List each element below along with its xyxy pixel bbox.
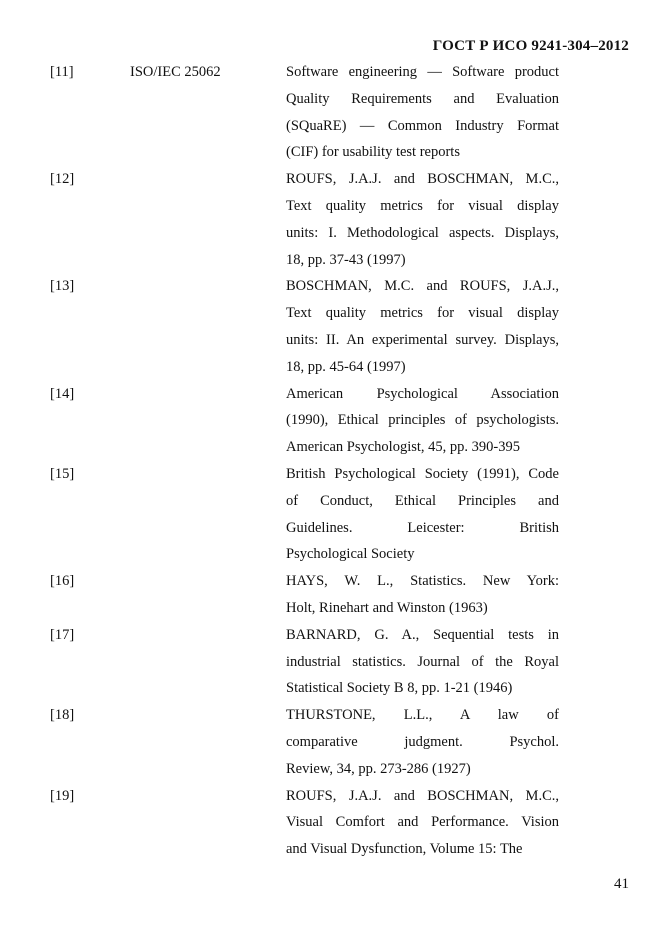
reference-line: (CIF) for usability test reports xyxy=(286,144,460,161)
reference-number: [13] xyxy=(50,278,75,295)
reference-line: THURSTONE, L.L., A law of xyxy=(286,707,559,724)
page-number: 41 xyxy=(614,876,629,892)
reference-description xyxy=(286,622,559,702)
reference-line: Visual Comfort and Performance. Vision xyxy=(286,814,559,831)
reference-entry xyxy=(0,166,661,273)
reference-line: 18, pp. 37-43 (1997) xyxy=(286,251,406,268)
reference-line: Text quality metrics for visual display xyxy=(286,305,559,322)
reference-entry xyxy=(0,381,661,461)
reference-line: comparative judgment. Psychol. xyxy=(286,733,559,750)
reference-entry xyxy=(0,461,661,568)
reference-line: Software engineering — Software product xyxy=(286,64,559,80)
reference-line: industrial statistics. Journal of the Royal xyxy=(286,653,559,670)
reference-line: Holt, Rinehart and Winston (1963) xyxy=(286,599,488,616)
reference-entry xyxy=(0,273,661,380)
reference-number: [15] xyxy=(50,465,75,482)
reference-line: ROUFS, J.A.J. and BOSCHMAN, M.C., xyxy=(286,787,559,804)
reference-line: Review, 34, pp. 273-286 (1927) xyxy=(286,760,471,777)
reference-description xyxy=(286,783,559,863)
reference-number: [18] xyxy=(50,707,75,724)
reference-line: 18, pp. 45-64 (1997) xyxy=(286,358,406,375)
reference-line: and Visual Dysfunction, Volume 15: The xyxy=(286,841,523,858)
reference-entry xyxy=(0,568,661,622)
reference-description xyxy=(286,461,559,568)
reference-number: [19] xyxy=(50,787,75,804)
reference-entry xyxy=(0,702,661,782)
reference-entry xyxy=(0,783,661,863)
reference-line: BOSCHMAN, M.C. and ROUFS, J.A.J., xyxy=(286,278,559,295)
reference-standard-code: ISO/IEC 25062 xyxy=(130,64,221,80)
reference-description xyxy=(286,273,559,380)
reference-line: units: I. Methodological aspects. Displays, xyxy=(286,224,559,241)
reference-number: [16] xyxy=(50,573,75,590)
reference-line: units: II. An experimental survey. Displays, xyxy=(286,331,559,348)
reference-number: [17] xyxy=(50,626,75,643)
reference-description xyxy=(286,166,559,273)
reference-line: American Psychologist, 45, pp. 390-395 xyxy=(286,439,520,456)
reference-list xyxy=(0,59,661,863)
reference-line: ROUFS, J.A.J. and BOSCHMAN, M.C., xyxy=(286,171,559,188)
reference-line: (1990), Ethical principles of psychologists. xyxy=(286,412,559,429)
reference-description xyxy=(286,381,559,461)
reference-line: American Psychological Association xyxy=(286,385,559,402)
reference-line: British Psychological Society (1991), Code xyxy=(286,465,559,482)
reference-description xyxy=(286,702,559,782)
reference-line: of Conduct, Ethical Principles and xyxy=(286,492,559,509)
reference-entry xyxy=(0,622,661,702)
reference-entry xyxy=(0,59,661,166)
reference-line: Guidelines. Leicester: British xyxy=(286,519,559,536)
reference-number: [12] xyxy=(50,171,75,188)
reference-number: [14] xyxy=(50,385,75,402)
reference-description xyxy=(286,59,559,166)
reference-line: Text quality metrics for visual display xyxy=(286,197,559,214)
reference-number: [11] xyxy=(50,64,74,80)
reference-line: HAYS, W. L., Statistics. New York: xyxy=(286,573,559,590)
reference-line: (SQuaRE) — Common Industry Format xyxy=(286,117,559,134)
reference-description xyxy=(286,568,559,622)
reference-line: Psychological Society xyxy=(286,546,415,563)
reference-line: Quality Requirements and Evaluation xyxy=(286,90,559,107)
reference-line: BARNARD, G. A., Sequential tests in xyxy=(286,626,559,643)
reference-line: Statistical Society B 8, pp. 1-21 (1946) xyxy=(286,680,513,697)
document-header: ГОСТ Р ИСО 9241-304–2012 xyxy=(432,38,629,54)
